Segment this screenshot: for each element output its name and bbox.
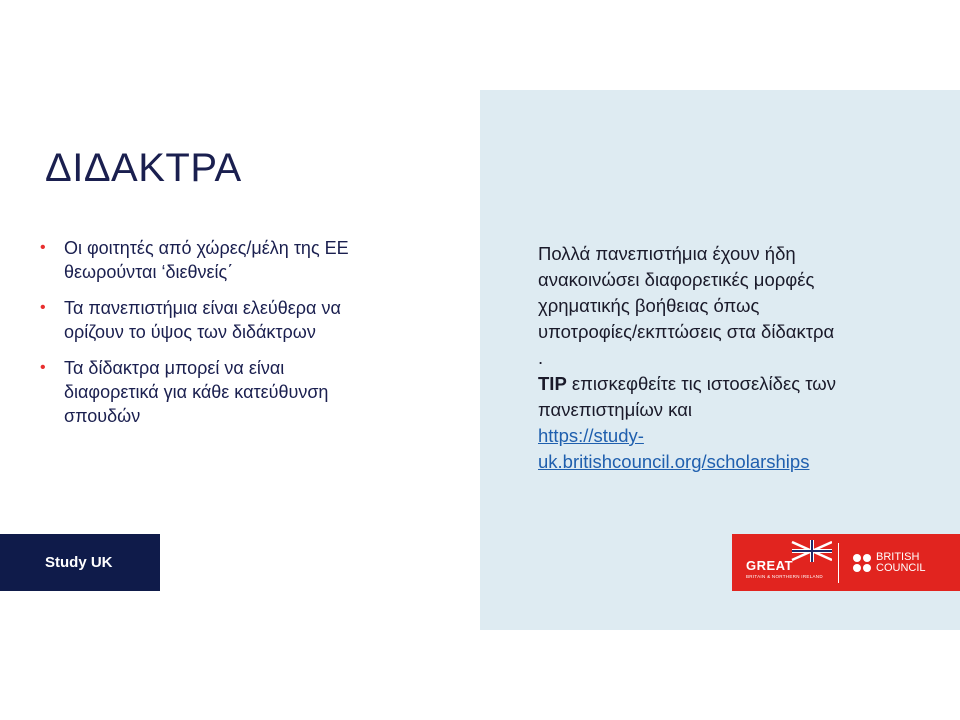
panel-line: πανεπιστημίων και [538,399,693,420]
panel-line: . [538,347,544,368]
british-council-logo [853,552,926,574]
british-council-text [876,552,926,574]
bullet-text-line: Τα πανεπιστήμια είναι ελεύθερα να [64,298,341,318]
bullet-icon: • [40,299,46,316]
bullet-text-line: διαφορετικά για κάθε κατεύθυνση [64,382,329,402]
panel-line: Πολλά πανεπιστήμια έχουν ήδη [538,243,796,264]
logo-divider [838,543,839,583]
panel-line: ανακοινώσει διαφορετικές μορφές [538,269,815,290]
bullet-text-line: θεωρούνται ‘διεθνείς΄ [64,262,234,282]
tip-text: επισκεφθείτε τις ιστοσελίδες των [566,373,836,394]
panel-line: χρηματικής βοήθειας όπως [538,295,760,316]
link-text[interactable]: https://study- [538,425,644,446]
great-logo-text: GREAT [746,558,794,573]
bullet-list [38,236,438,440]
logo-bar [732,534,960,591]
bullet-item [38,356,438,428]
tip-label: TIP [538,373,567,394]
panel-line: υποτροφίες/εκπτώσεις στα δίδακτρα [538,321,835,342]
link-text[interactable]: uk.britishcouncil.org/scholarships [538,451,810,472]
bullet-text-line: ορίζουν το ύψος των διδάκτρων [64,322,316,342]
bullet-text-line: Τα δίδακτρα μπορεί να είναι [64,358,285,378]
panel-tip-line [538,371,918,397]
bc-line2: COUNCIL [876,561,926,574]
great-logo-subtext: BRITAIN & NORTHERN IRELAND [746,574,823,579]
scholarships-link[interactable] [538,425,809,472]
bc-line1: BRITISH [876,550,920,563]
bullet-text-line: Οι φοιτητές από χώρες/μέλη της ΕΕ [64,238,349,258]
bullet-item [38,296,438,344]
bullet-item [38,236,438,284]
slide-title: ΔΙΔΑΚΤΡΑ [45,146,242,190]
great-logo [732,534,832,591]
panel-text [538,241,918,475]
bullet-icon: • [40,359,46,376]
bullet-icon: • [40,239,46,256]
study-uk-label: Study UK [0,534,160,591]
bullet-text-line: σπουδών [64,406,141,426]
british-council-dots-icon [853,554,871,572]
